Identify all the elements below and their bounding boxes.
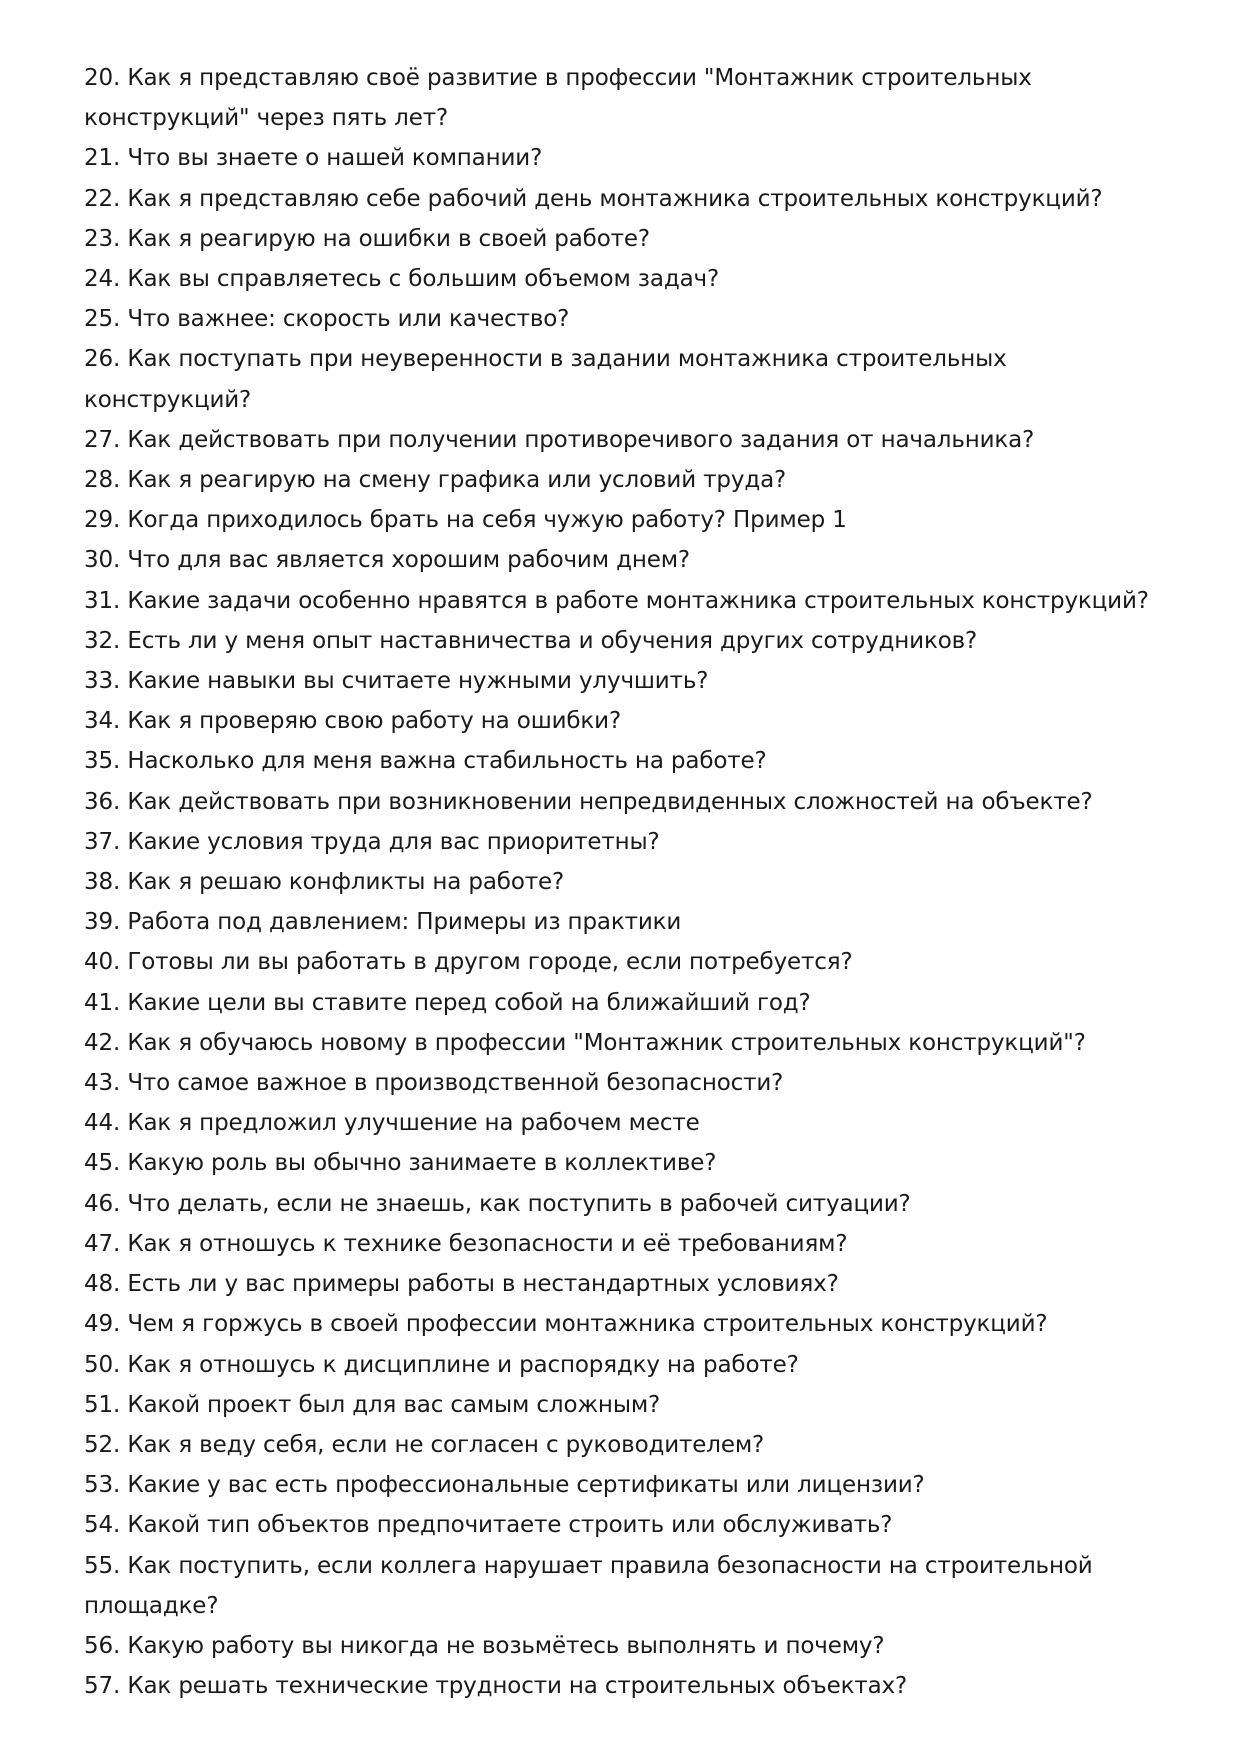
question-item bbox=[84, 500, 1159, 540]
question-number: 26. bbox=[84, 346, 121, 373]
question-text: Что самое важное в производственной безопасности? bbox=[127, 1070, 784, 1097]
question-text: Как действовать при получении противоречивого задания от начальника? bbox=[127, 426, 1035, 453]
question-number: 41. bbox=[84, 989, 121, 1016]
question-number: 24. bbox=[84, 266, 121, 293]
question-text: Как я предложил улучшение на рабочем месте bbox=[127, 1110, 700, 1137]
question-text: Как я отношусь к технике безопасности и её требованиям? bbox=[127, 1230, 848, 1257]
question-text: Какой тип объектов предпочитаете строить или обслуживать? bbox=[127, 1512, 893, 1539]
question-text: Что важнее: скорость или качество? bbox=[127, 306, 570, 333]
question-item bbox=[84, 902, 1159, 942]
question-number: 53. bbox=[84, 1472, 121, 1499]
question-number: 49. bbox=[84, 1311, 121, 1338]
question-item bbox=[84, 420, 1159, 460]
question-item bbox=[84, 219, 1159, 259]
question-item bbox=[84, 138, 1159, 178]
question-item bbox=[84, 782, 1159, 822]
question-number: 45. bbox=[84, 1150, 121, 1177]
question-number: 51. bbox=[84, 1391, 121, 1418]
question-number: 28. bbox=[84, 467, 121, 494]
question-text: Как решать технические трудности на строительных объектах? bbox=[127, 1673, 908, 1700]
question-text: Какие цели вы ставите перед собой на ближайший год? bbox=[127, 989, 811, 1016]
question-number: 54. bbox=[84, 1512, 121, 1539]
question-text: Какую роль вы обычно занимаете в коллективе? bbox=[127, 1150, 717, 1177]
question-item bbox=[84, 701, 1159, 741]
question-number: 22. bbox=[84, 185, 121, 212]
question-item bbox=[84, 259, 1159, 299]
question-number: 43. bbox=[84, 1070, 121, 1097]
question-text: Какие задачи особенно нравятся в работе монтажника строительных конструкций? bbox=[127, 587, 1149, 614]
question-number: 35. bbox=[84, 748, 121, 775]
question-item bbox=[84, 1626, 1159, 1666]
question-number: 48. bbox=[84, 1271, 121, 1298]
question-text: Как я решаю конфликты на работе? bbox=[127, 869, 565, 896]
question-number: 42. bbox=[84, 1029, 121, 1056]
question-item bbox=[84, 1304, 1159, 1344]
question-item bbox=[84, 1425, 1159, 1465]
question-text: Как я отношусь к дисциплине и распорядку на работе? bbox=[127, 1351, 799, 1378]
question-text: Какие навыки вы считаете нужными улучшить? bbox=[127, 668, 709, 695]
question-item bbox=[84, 1063, 1159, 1103]
question-number: 57. bbox=[84, 1673, 121, 1700]
question-number: 27. bbox=[84, 426, 121, 453]
question-number: 55. bbox=[84, 1552, 121, 1579]
question-item bbox=[84, 621, 1159, 661]
question-item bbox=[84, 1345, 1159, 1385]
question-list bbox=[84, 58, 1159, 1706]
question-text: Что для вас является хорошим рабочим днем? bbox=[127, 547, 690, 574]
question-text: Как я проверяю свою работу на ошибки? bbox=[127, 708, 622, 735]
question-text: Готовы ли вы работать в другом городе, если потребуется? bbox=[127, 949, 853, 976]
question-number: 23. bbox=[84, 225, 121, 252]
question-text: Что делать, если не знаешь, как поступить в рабочей ситуации? bbox=[127, 1190, 911, 1217]
question-text: Какие условия труда для вас приоритетны? bbox=[127, 828, 660, 855]
question-text: Когда приходилось брать на себя чужую работу? Пример 1 bbox=[127, 507, 847, 534]
question-number: 29. bbox=[84, 507, 121, 534]
question-item bbox=[84, 1143, 1159, 1183]
question-item bbox=[84, 1224, 1159, 1264]
question-item bbox=[84, 1023, 1159, 1063]
question-item bbox=[84, 540, 1159, 580]
question-number: 30. bbox=[84, 547, 121, 574]
question-number: 46. bbox=[84, 1190, 121, 1217]
question-text: Какой проект был для вас самым сложным? bbox=[127, 1391, 661, 1418]
question-item bbox=[84, 581, 1159, 621]
question-text: Как я реагирую на ошибки в своей работе? bbox=[127, 225, 650, 252]
question-item bbox=[84, 299, 1159, 339]
question-item bbox=[84, 1546, 1159, 1626]
question-item bbox=[84, 1103, 1159, 1143]
question-item bbox=[84, 1505, 1159, 1545]
question-number: 47. bbox=[84, 1230, 121, 1257]
question-item bbox=[84, 1465, 1159, 1505]
question-text: Работа под давлением: Примеры из практики bbox=[127, 909, 682, 936]
question-number: 25. bbox=[84, 306, 121, 333]
question-text: Какую работу вы никогда не возьмётесь выполнять и почему? bbox=[127, 1632, 885, 1659]
question-number: 50. bbox=[84, 1351, 121, 1378]
question-number: 20. bbox=[84, 65, 121, 91]
question-text: Насколько для меня важна стабильность на работе? bbox=[127, 748, 767, 775]
question-number: 39. bbox=[84, 909, 121, 936]
question-item bbox=[84, 661, 1159, 701]
question-text: Что вы знаете о нашей компании? bbox=[127, 145, 543, 172]
question-text: Как я представляю себе рабочий день монтажника строительных конструкций? bbox=[127, 185, 1103, 212]
question-number: 33. bbox=[84, 668, 121, 695]
question-number: 38. bbox=[84, 869, 121, 896]
question-item bbox=[84, 179, 1159, 219]
question-number: 56. bbox=[84, 1632, 121, 1659]
question-item bbox=[84, 741, 1159, 781]
question-item bbox=[84, 1666, 1159, 1706]
question-text: Как поступить, если коллега нарушает правила безопасности на строительной площадке? bbox=[84, 1552, 1093, 1619]
question-number: 37. bbox=[84, 828, 121, 855]
question-item bbox=[84, 460, 1159, 500]
question-text: Как вы справляетесь с большим объемом задач? bbox=[127, 266, 720, 293]
question-number: 36. bbox=[84, 788, 121, 815]
question-item bbox=[84, 862, 1159, 902]
question-item bbox=[84, 1264, 1159, 1304]
question-number: 40. bbox=[84, 949, 121, 976]
question-number: 31. bbox=[84, 587, 121, 614]
question-text: Как действовать при возникновении непредвиденных сложностей на объекте? bbox=[127, 788, 1093, 815]
question-text: Есть ли у вас примеры работы в нестандартных условиях? bbox=[127, 1271, 839, 1298]
question-text: Как я реагирую на смену графика или условий труда? bbox=[127, 467, 787, 494]
question-number: 32. bbox=[84, 627, 121, 654]
question-item bbox=[84, 822, 1159, 862]
question-text: Чем я горжусь в своей профессии монтажника строительных конструкций? bbox=[127, 1311, 1048, 1338]
question-number: 21. bbox=[84, 145, 121, 172]
question-text: Как я обучаюсь новому в профессии "Монтажник строительных конструкций"? bbox=[127, 1029, 1086, 1056]
question-number: 52. bbox=[84, 1431, 121, 1458]
question-text: Как я веду себя, если не согласен с руководителем? bbox=[127, 1431, 765, 1458]
question-item bbox=[84, 339, 1159, 419]
question-item bbox=[84, 1184, 1159, 1224]
question-item bbox=[84, 983, 1159, 1023]
question-number: 34. bbox=[84, 708, 121, 735]
question-number: 44. bbox=[84, 1110, 121, 1137]
question-text: Как поступать при неуверенности в задании монтажника строительных конструкций? bbox=[84, 346, 1007, 413]
question-text: Какие у вас есть профессиональные сертификаты или лицензии? bbox=[127, 1472, 925, 1499]
question-text: Как я представляю своё развитие в профессии "Монтажник строительных конструкций" через пять лет? bbox=[84, 65, 1032, 132]
question-text: Есть ли у меня опыт наставничества и обучения других сотрудников? bbox=[127, 627, 978, 654]
question-item bbox=[84, 58, 1159, 138]
question-item bbox=[84, 942, 1159, 982]
question-item bbox=[84, 1385, 1159, 1425]
